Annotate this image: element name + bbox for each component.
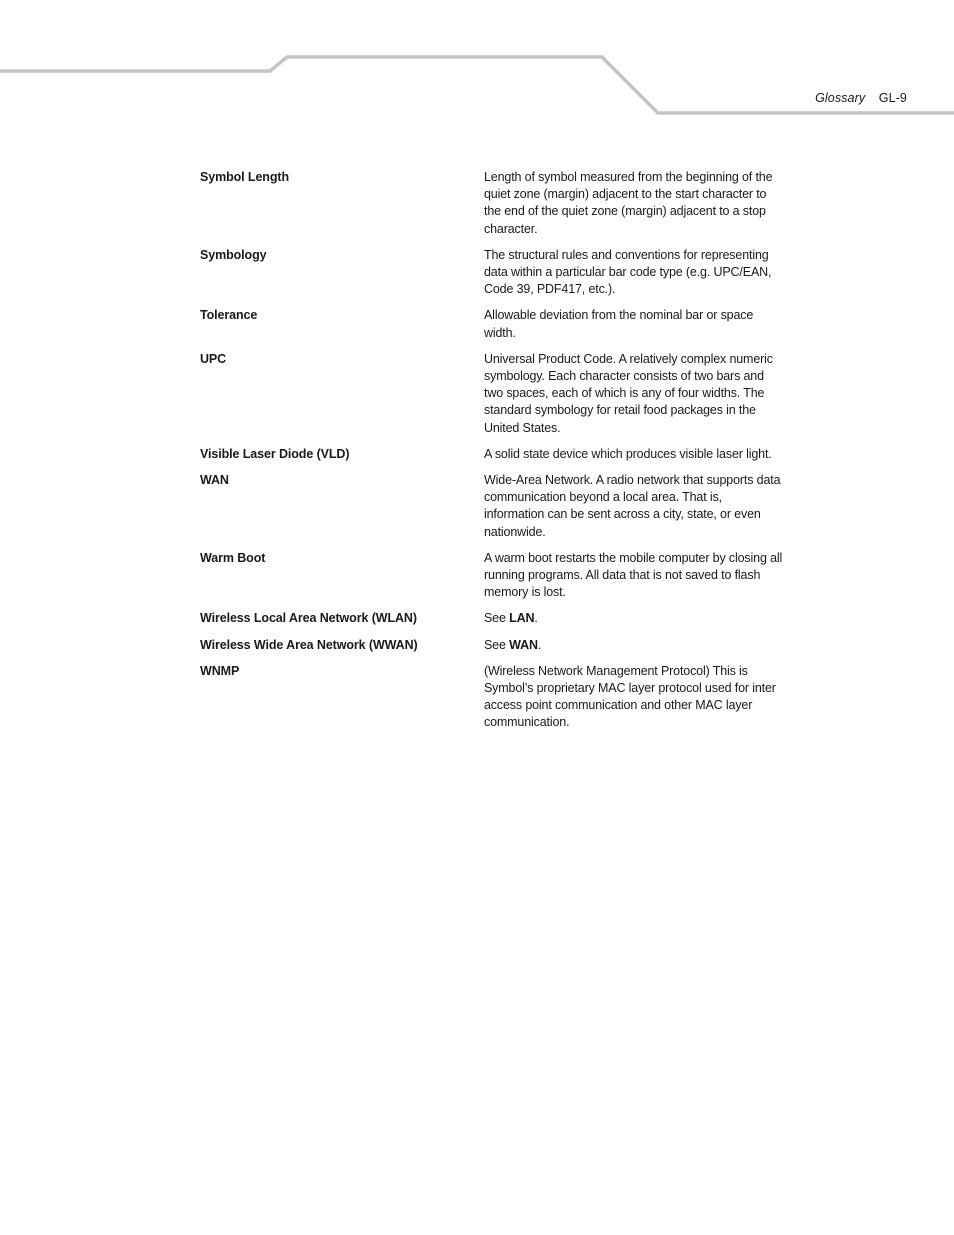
see-prefix: See — [484, 611, 510, 626]
glossary-entry — [200, 351, 800, 437]
glossary-entry — [200, 637, 800, 654]
glossary-definition: A warm boot restarts the mobile computer by closing all running programs. All data that is not saved to flash memory is lost. — [484, 550, 783, 600]
glossary-term: Tolerance — [200, 308, 258, 323]
running-head — [815, 91, 907, 105]
see-suffix: . — [534, 611, 538, 626]
running-head-section: Glossary — [815, 91, 866, 105]
glossary-term: UPC — [200, 351, 227, 366]
glossary-definition — [484, 610, 784, 627]
glossary-term: Visible Laser Diode (VLD) — [200, 446, 350, 461]
header-rule — [0, 0, 954, 130]
glossary-definition: Length of symbol measured from the beginning of the quiet zone (margin) adjacent to the start character to the end of the quiet zone (margin) adjacent to a stop character. — [484, 170, 773, 236]
glossary-term: Symbol Length — [200, 170, 289, 184]
glossary-term: Wireless Local Area Network (WLAN) — [200, 611, 417, 626]
see-suffix: . — [537, 637, 542, 652]
glossary-entry — [200, 307, 800, 341]
glossary-definition: Wide-Area Network. A radio network that supports data communication beyond a local area. That is, information can be sent across a city, state, or even nationwide. — [484, 473, 781, 539]
glossary-list — [200, 169, 800, 741]
cross-reference-link[interactable]: WAN — [509, 637, 538, 652]
glossary-definition: (Wireless Network Management Protocol) This is Symbol’s proprietary MAC layer protocol used for inter access point communication and other MAC layer communication. — [484, 663, 776, 730]
glossary-entry — [200, 247, 800, 299]
page-number: GL-9 — [878, 91, 907, 105]
glossary-definition — [484, 637, 784, 654]
glossary-definition: The structural rules and conventions for representing data within a particular bar code type (e.g. UPC/EAN, Code 39, PDF417, etc.). — [484, 247, 772, 297]
glossary-definition: Universal Product Code. A relatively complex numeric symbology. Each character consists of two bars and two spaces, each of which is any of four widths. The standard symbology for retail food packages in the United States. — [484, 351, 773, 435]
glossary-entry — [200, 169, 800, 238]
glossary-term: Wireless Wide Area Network (WWAN) — [200, 637, 418, 652]
glossary-term: Symbology — [200, 247, 267, 262]
glossary-entry — [200, 472, 800, 541]
glossary-term: WAN — [200, 473, 229, 488]
glossary-definition: Allowable deviation from the nominal bar or space width. — [484, 308, 754, 340]
glossary-term: Warm Boot — [200, 550, 266, 565]
glossary-entry — [200, 550, 800, 602]
glossary-entry — [200, 610, 800, 627]
see-prefix: See — [484, 637, 510, 652]
glossary-term: WNMP — [200, 663, 240, 678]
glossary-entry — [200, 663, 800, 732]
glossary-entry — [200, 446, 800, 463]
glossary-definition: A solid state device which produces visible laser light. — [484, 446, 772, 461]
cross-reference-link[interactable]: LAN — [509, 611, 535, 626]
